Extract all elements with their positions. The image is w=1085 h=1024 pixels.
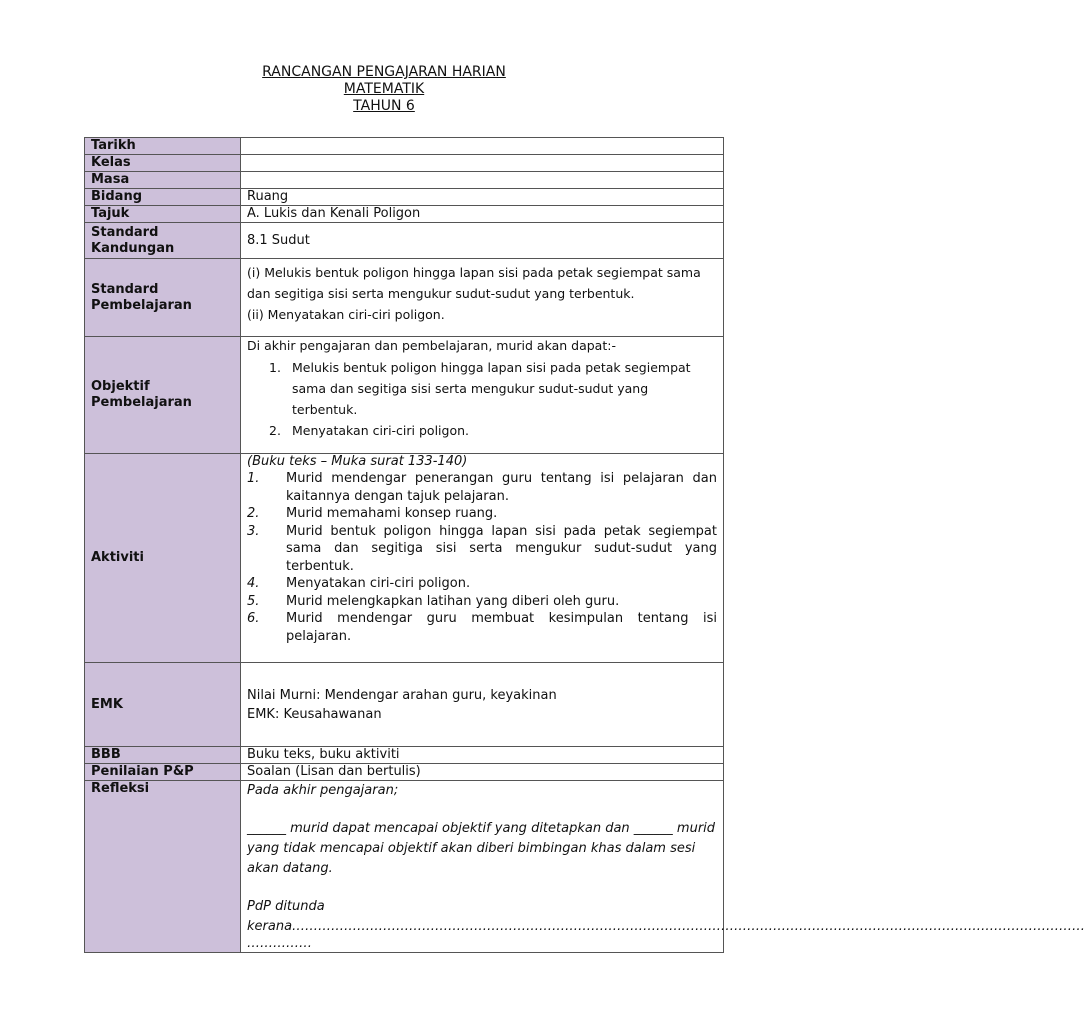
aktiviti-text-2: Murid memahami konsep ruang.: [286, 506, 498, 521]
row-kelas: [85, 155, 724, 172]
objektif-text-1: Melukis bentuk poligon hingga lapan sisi pada petak segiempat sama dan segitiga sisi serta mengukur sudut-sudut yang terbentuk.: [292, 360, 691, 417]
aktiviti-text-5: Murid melengkapkan latihan yang diberi oleh guru.: [286, 593, 620, 609]
row-tarikh: [85, 138, 724, 155]
aktiviti-num-3: 3.: [247, 523, 260, 539]
refleksi-p3: PdP ditunda: [247, 899, 325, 914]
document-header: [0, 64, 768, 115]
emk-line-2: EMK: Keusahawanan: [247, 706, 382, 722]
row-bbb: [85, 747, 724, 764]
label-bbb: BBB: [85, 747, 241, 764]
value-standard-pembelajaran: [241, 259, 724, 337]
refleksi-p4: kerana…………………………………………………………………………………………………………………………………………………………………: [247, 919, 1085, 934]
refleksi-p1: Pada akhir pengajaran;: [247, 783, 399, 798]
value-bidang: Ruang: [241, 189, 724, 206]
value-standard-kandungan: 8.1 Sudut: [241, 223, 724, 259]
objektif-num-1: 1.: [269, 360, 281, 375]
objektif-intro: Di akhir pengajaran dan pembelajaran, murid akan dapat:-: [247, 338, 616, 353]
label-refleksi: Refleksi: [85, 781, 241, 953]
row-masa: [85, 172, 724, 189]
row-standard-pembelajaran: [85, 259, 724, 337]
emk-line-1: Nilai Murni: Mendengar arahan guru, keyakinan: [247, 687, 557, 703]
lesson-plan-table: [84, 137, 1085, 953]
aktiviti-num-4: 4.: [247, 576, 260, 591]
objektif-text-2: Menyatakan ciri-ciri poligon.: [292, 423, 469, 438]
row-aktiviti: [85, 454, 724, 663]
row-emk: [85, 663, 724, 747]
label-standard-kandungan: Standard Kandungan: [85, 223, 241, 259]
label-bidang: Bidang: [85, 189, 241, 206]
list-item: [247, 505, 717, 523]
aktiviti-num-2: 2.: [247, 506, 260, 521]
doc-title: RANCANGAN PENGAJARAN HARIAN: [262, 64, 506, 80]
aktiviti-num-5: 5.: [247, 593, 260, 609]
sp-item-2: (ii) Menyatakan ciri-ciri poligon.: [247, 307, 445, 322]
list-item: [247, 523, 717, 576]
value-emk: [241, 663, 724, 747]
list-item: [247, 357, 717, 420]
refleksi-p5: ……………: [247, 936, 312, 951]
doc-year: TAHUN 6: [353, 98, 415, 114]
row-objektif: [85, 337, 724, 454]
label-standard-pembelajaran: Standard Pembelajaran: [85, 259, 241, 337]
doc-subject: MATEMATIK: [343, 81, 425, 97]
value-penilaian: Soalan (Lisan dan bertulis): [241, 764, 724, 781]
refleksi-p2: ______ murid dapat mencapai objektif yang ditetapkan dan ______ murid yang tidak mencapai objektif akan diberi bimbingan khas dalam sesi akan datang.: [247, 821, 716, 876]
row-standard-kandungan: [85, 223, 724, 259]
aktiviti-num-6: 6.: [247, 611, 260, 626]
objektif-num-2: 2.: [269, 423, 281, 438]
value-tarikh: [241, 138, 724, 155]
value-bbb: Buku teks, buku aktiviti: [241, 747, 724, 764]
label-tajuk: Tajuk: [85, 206, 241, 223]
label-masa: Masa: [85, 172, 241, 189]
aktiviti-text-1: Murid mendengar penerangan guru tentang isi pelajaran dan kaitannya dengan tajuk pelajaran.: [286, 471, 717, 504]
row-tajuk: [85, 206, 724, 223]
label-objektif: Objektif Pembelajaran: [85, 337, 241, 454]
aktiviti-ref: (Buku teks – Muka surat 133-140): [247, 454, 468, 469]
aktiviti-text-4: Menyatakan ciri-ciri poligon.: [286, 576, 471, 591]
objektif-list: [247, 357, 717, 441]
row-bidang: [85, 189, 724, 206]
label-tarikh: Tarikh: [85, 138, 241, 155]
label-emk: EMK: [85, 663, 241, 747]
value-refleksi: [241, 781, 1085, 953]
label-penilaian: Penilaian P&P: [85, 764, 241, 781]
label-kelas: Kelas: [85, 155, 241, 172]
label-aktiviti: Aktiviti: [85, 454, 241, 663]
list-item: [247, 610, 717, 645]
list-item: [247, 593, 717, 611]
list-item: [247, 470, 717, 505]
list-item: [247, 575, 717, 593]
value-masa: [241, 172, 724, 189]
row-refleksi: [85, 781, 724, 953]
sp-item-1: (i) Melukis bentuk poligon hingga lapan sisi pada petak segiempat sama dan segitiga sisi serta mengukur sudut-sudut yang terbentuk.: [247, 265, 701, 301]
aktiviti-text-6: Murid mendengar guru membuat kesimpulan tentang isi pelajaran.: [286, 611, 717, 644]
list-item: [247, 420, 717, 441]
value-tajuk: A. Lukis dan Kenali Poligon: [241, 206, 724, 223]
aktiviti-list: [247, 470, 717, 645]
aktiviti-text-3: Murid bentuk poligon hingga lapan sisi pada petak segiempat sama dan segitiga sisi serta mengukur sudut-sudut yang terbentuk.: [286, 523, 717, 574]
value-kelas: [241, 155, 724, 172]
value-aktiviti: [241, 454, 724, 663]
row-penilaian: [85, 764, 724, 781]
value-objektif: [241, 337, 724, 454]
aktiviti-num-1: 1.: [247, 471, 260, 486]
